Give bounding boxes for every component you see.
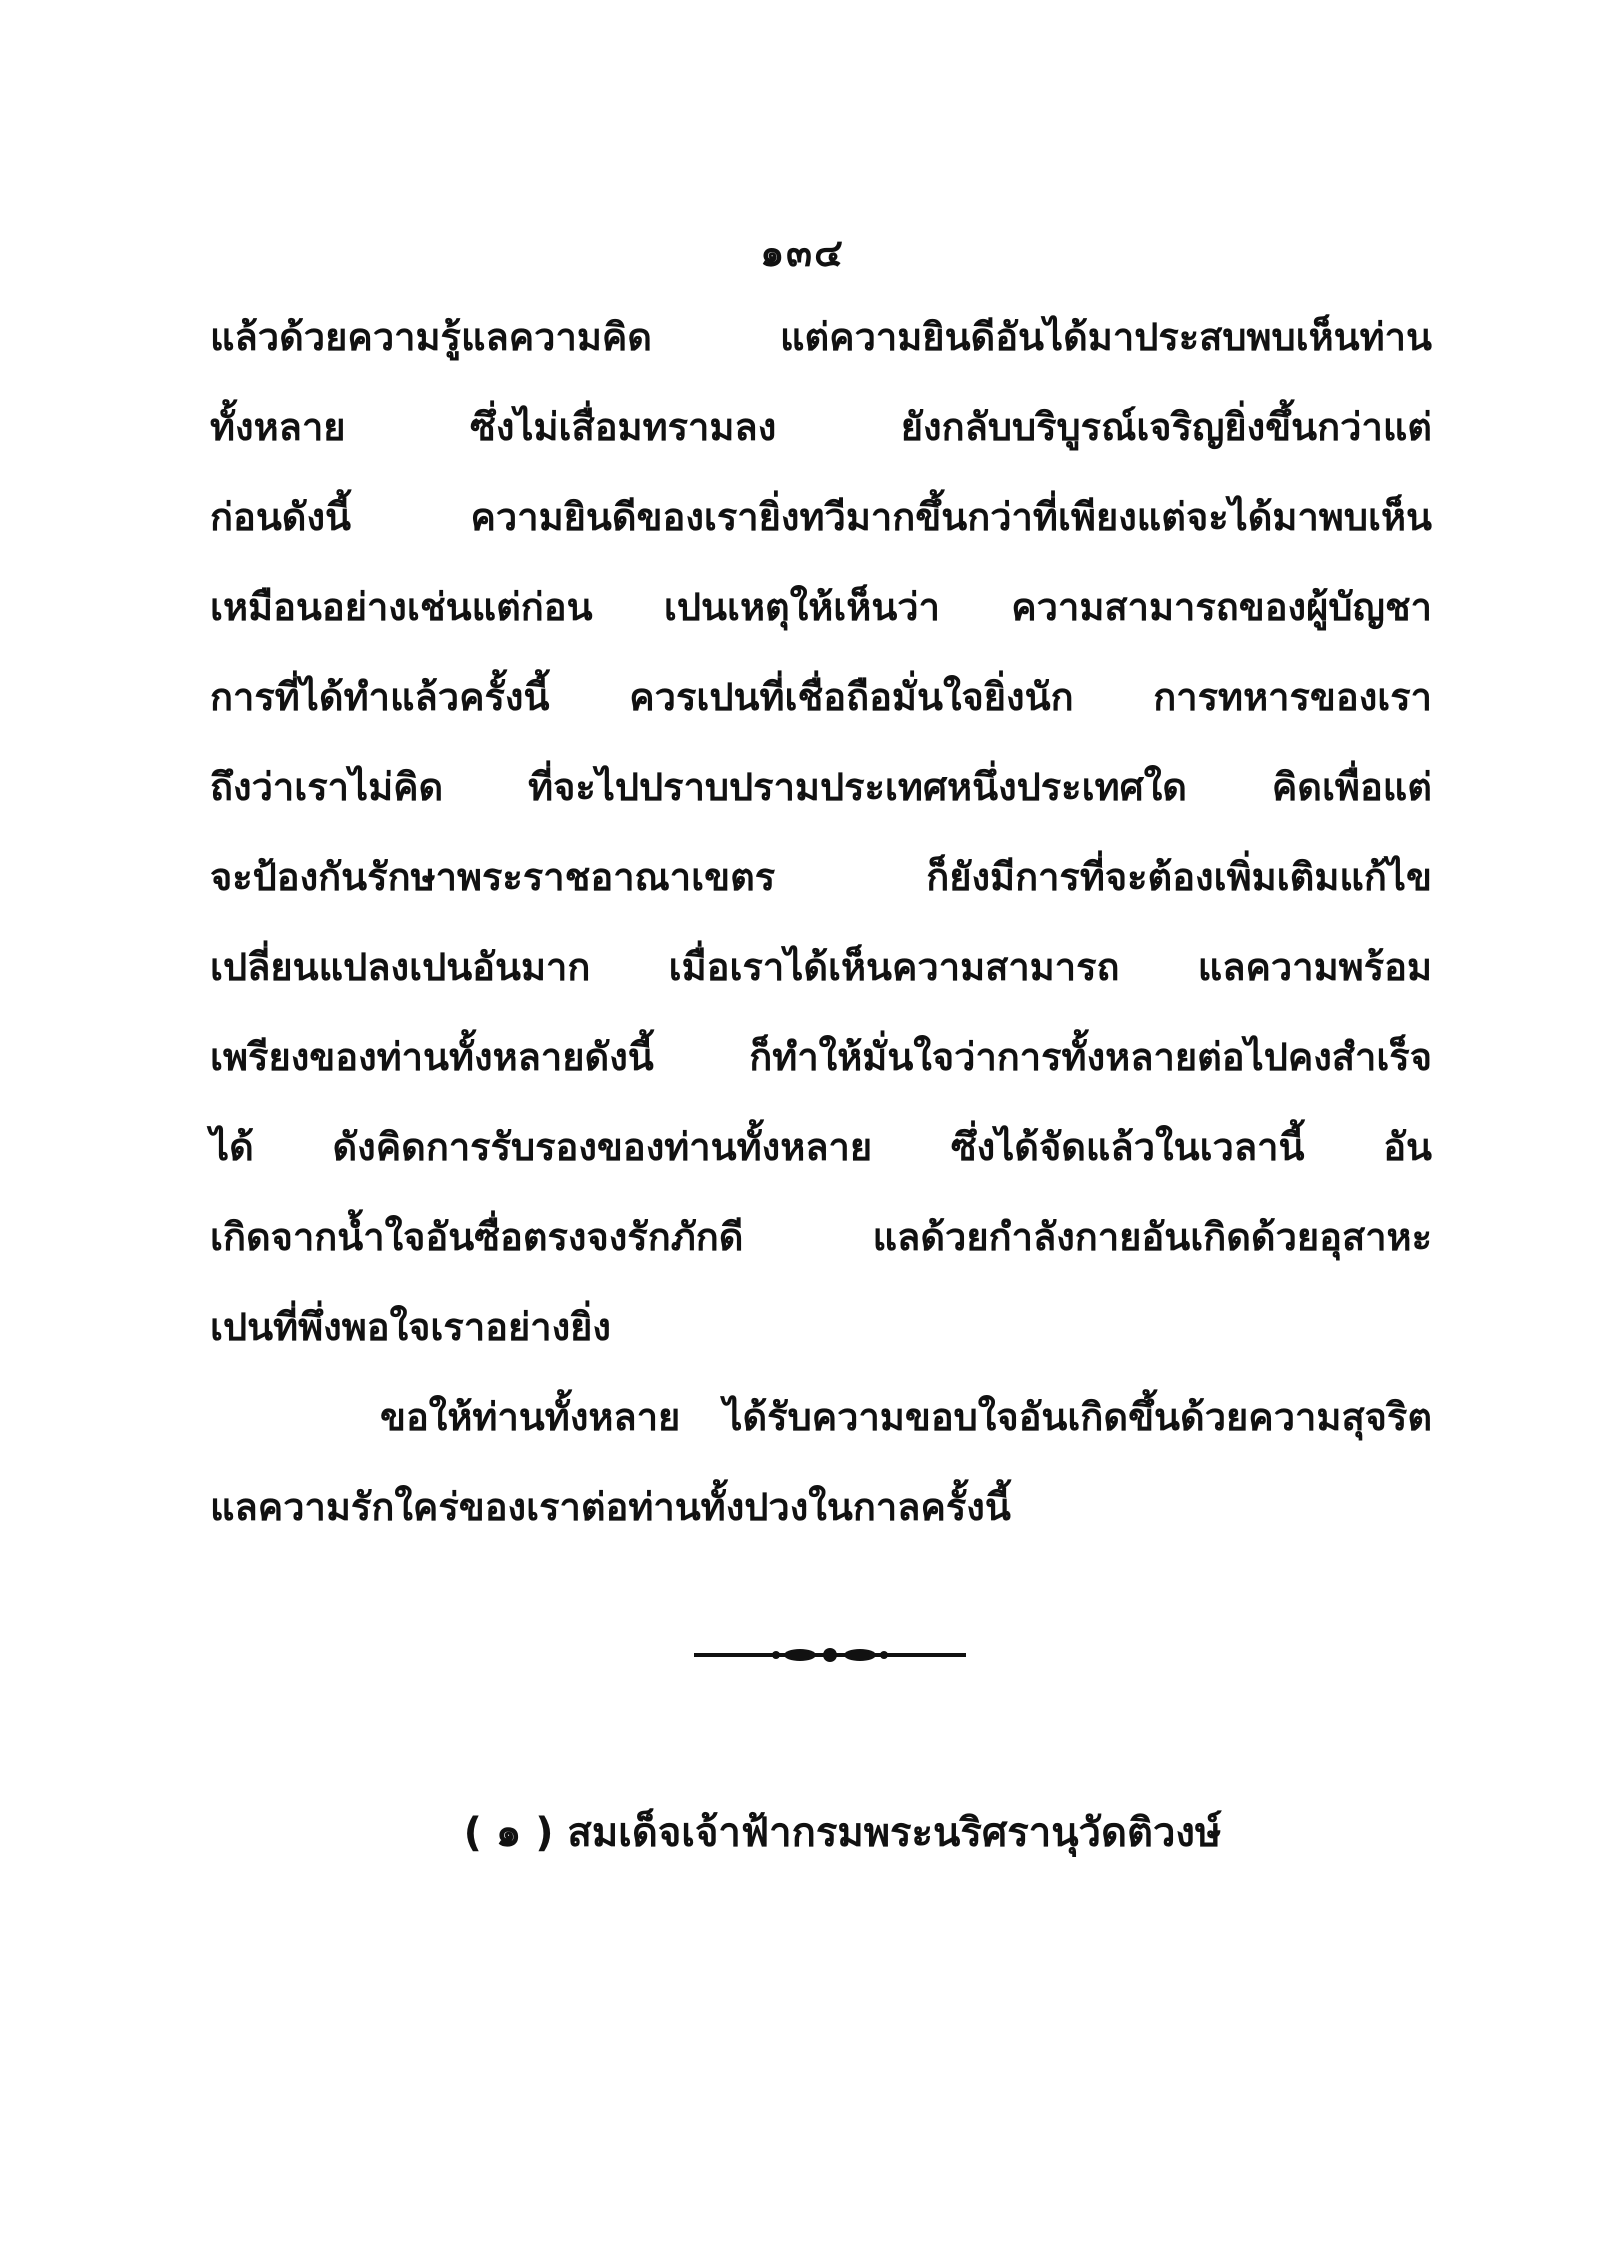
text-line-7 [210,832,1432,922]
text-segment: แลด้วยกำลังกายอันเกิดด้วยอุสาหะ [872,1215,1432,1259]
text-segment: ก่อนดังนี้ [210,495,352,539]
text-line-12 [210,1282,1432,1372]
text-segment: ถึงว่าเราไม่คิด [210,765,444,809]
text-segment: แลความพร้อม [1197,945,1432,989]
text-line-10 [210,1102,1432,1192]
text-segment: คิดเพื่อแต่ [1271,765,1432,809]
text-line-11 [210,1192,1432,1282]
text-segment: ดังคิดการรับรองของท่านทั้งหลาย [332,1125,873,1169]
body-text [210,292,1432,1552]
text-segment: ขอให้ท่านทั้งหลาย [380,1395,681,1439]
text-line-6 [210,742,1432,832]
text-segment: ก็ทำให้มั่นใจว่าการทั้งหลายต่อไปคงสำเร็จ [749,1035,1432,1079]
text-segment: ทั้งหลาย [210,405,346,449]
text-segment: ซึ่งได้จัดแล้วในเวลานี้ [950,1125,1305,1169]
text-line-9 [210,1012,1432,1102]
text-line-1 [210,292,1432,382]
text-segment: เปนเหตุให้เห็นว่า [663,585,940,629]
text-segment: เมื่อเราได้เห็นความสามารถ [668,945,1120,989]
text-segment: แลความรักใคร่ของเราต่อท่านทั้งปวงในกาลครั้งนี้ [210,1485,1011,1529]
text-line-2 [210,382,1432,472]
footnote: ( ๑ ) สมเด็จเจ้าฟ้ากรมพระนริศรานุวัดติวงษ์ [463,1810,1222,1856]
text-line-14 [210,1462,1432,1552]
text-segment: อัน [1383,1125,1432,1169]
text-segment: จะป้องกันรักษาพระราชอาณาเขตร [210,855,776,899]
text-segment: ควรเปนที่เชื่อถือมั่นใจยิ่งนัก [629,675,1074,719]
text-segment: การที่ได้ทำแล้วครั้งนี้ [210,675,550,719]
text-segment: ก็ยังมีการที่จะต้องเพิ่มเติมแก้ไข [926,855,1432,899]
text-segment: ยังกลับบริบูรณ์เจริญยิ่งขึ้นกว่าแต่ [900,405,1432,449]
text-segment: ความยินดีของเรายิ่งทวีมากขึ้นกว่าที่เพียงแต่จะได้มาพบเห็น [470,495,1432,539]
text-segment: ได้ [210,1125,254,1169]
text-segment: เปลี่ยนแปลงเปนอันมาก [210,945,591,989]
text-segment: แล้วด้วยความรู้แลความคิด [210,315,652,359]
text-line-3 [210,472,1432,562]
text-line-13 [210,1372,1432,1462]
text-segment: เหมือนอย่างเช่นแต่ก่อน [210,585,593,629]
text-segment: ได้รับความขอบใจอันเกิดขึ้นด้วยความสุจริต [723,1395,1432,1439]
divider-ornament [690,1640,970,1670]
text-segment: เพรียงของท่านทั้งหลายดังนี้ [210,1035,654,1079]
text-segment: ซึ่งไม่เสื่อมทรามลง [470,405,777,449]
text-segment: แต่ความยินดีอันได้มาประสบพบเห็นท่าน [779,315,1432,359]
text-line-8 [210,922,1432,1012]
text-segment: เกิดจากน้ำใจอันซื่อตรงจงรักภักดี [210,1215,744,1259]
text-segment: การทหารของเรา [1153,675,1432,719]
text-segment: ความสามารถของผู้บัญชา [1011,585,1432,629]
page-number: ๑๓๔ [760,231,845,275]
text-line-4 [210,562,1432,652]
text-segment: เปนที่พึ่งพอใจเราอย่างยิ่ง [210,1305,611,1349]
text-line-5 [210,652,1432,742]
text-segment: ที่จะไปปราบปรามประเทศหนึ่งประเทศใด [528,765,1187,809]
